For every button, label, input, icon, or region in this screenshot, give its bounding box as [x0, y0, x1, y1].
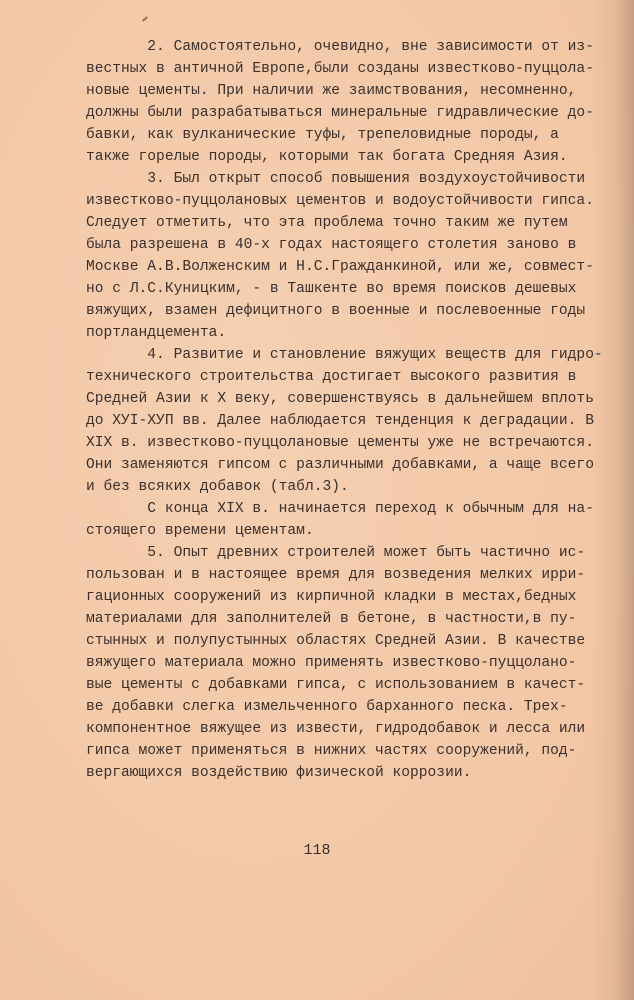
text-line: 5. Опыт древних строителей может быть частично ис- [86, 545, 586, 561]
text-line: известково-пуццолановых цементов и водоустойчивости гипса. [86, 193, 594, 209]
text-line: XIX в. известково-пуццолановые цементы уже не встречаются. [86, 435, 594, 451]
text-line: но с Л.С.Куницким, - в Ташкенте во время поисков дешевых [86, 281, 577, 297]
paragraph-4 [86, 344, 603, 498]
text-line: Они заменяются гипсом с различными добавками, а чаще всего [86, 457, 594, 473]
text-line: стоящего времени цементам. [86, 523, 314, 539]
text-line: до ХУI-ХУП вв. Далее наблюдается тенденция к деградации. В [86, 413, 594, 429]
page-number: 118 [303, 842, 331, 859]
paragraph-2 [86, 36, 594, 168]
paragraph-3 [86, 168, 594, 344]
body-text [86, 36, 603, 784]
text-line: Средней Азии к X веку, совершенствуясь в дальнейшем вплоть [86, 391, 594, 407]
text-line: Москве А.В.Волженским и Н.С.Гражданкиной, или же, совмест- [86, 259, 594, 275]
text-line: компонентное вяжущее из извести, гидродобавок и лесса или [86, 721, 586, 737]
text-line: вые цементы с добавками гипса, с использованием в качест- [86, 677, 586, 693]
paragraph-5 [86, 542, 586, 784]
paragraph-4-continued [86, 498, 594, 542]
text-line: новые цементы. При наличии же заимствования, несомненно, [86, 83, 577, 99]
text-line: 4. Развитие и становление вяжущих веществ для гидро- [86, 347, 603, 363]
text-line: вестных в античной Европе,были созданы известково-пуццола- [86, 61, 594, 77]
text-line: гипса может применяться в нижних частях сооружений, под- [86, 743, 577, 759]
text-line: 3. Был открыт способ повышения воздухоустойчивости [86, 171, 586, 187]
text-line: пользован и в настоящее время для возведения мелких ирри- [86, 567, 586, 583]
text-line: ве добавки слегка измельченного барханного песка. Трех- [86, 699, 568, 715]
text-line: Следует отметить, что эта проблема точно таким же путем [86, 215, 568, 231]
text-line: бавки, как вулканические туфы, трепеловидные породы, а [86, 127, 559, 143]
text-line: была разрешена в 40-х годах настоящего столетия заново в [86, 237, 577, 253]
text-line: вяжущего материала можно применять известково-пуццолано- [86, 655, 577, 671]
text-line: С конца XIX в. начинается переход к обычным для на- [86, 501, 594, 517]
text-line: и без всяких добавок (табл.3). [86, 479, 349, 495]
text-line: технического строительства достигает высокого развития в [86, 369, 577, 385]
text-line: гационных сооружений из кирпичной кладки в местах,бедных [86, 589, 577, 605]
text-line: стынных и полупустынных областях Средней Азии. В качестве [86, 633, 586, 649]
text-line: 2. Самостоятельно, очевидно, вне зависимости от из- [86, 39, 594, 55]
text-line: должны были разрабатываться минеральные гидравлические до- [86, 105, 594, 121]
text-line: вергающихся воздействию физической коррозии. [86, 765, 472, 781]
text-line: вяжущих, взамен дефицитного в военные и послевоенные годы [86, 303, 586, 319]
stray-ink-mark [142, 16, 148, 21]
text-line: также горелые породы, которыми так богата Средняя Азия. [86, 149, 568, 165]
text-line: материалами для заполнителей в бетоне, в частности,в пу- [86, 611, 577, 627]
text-line: портландцемента. [86, 325, 227, 341]
